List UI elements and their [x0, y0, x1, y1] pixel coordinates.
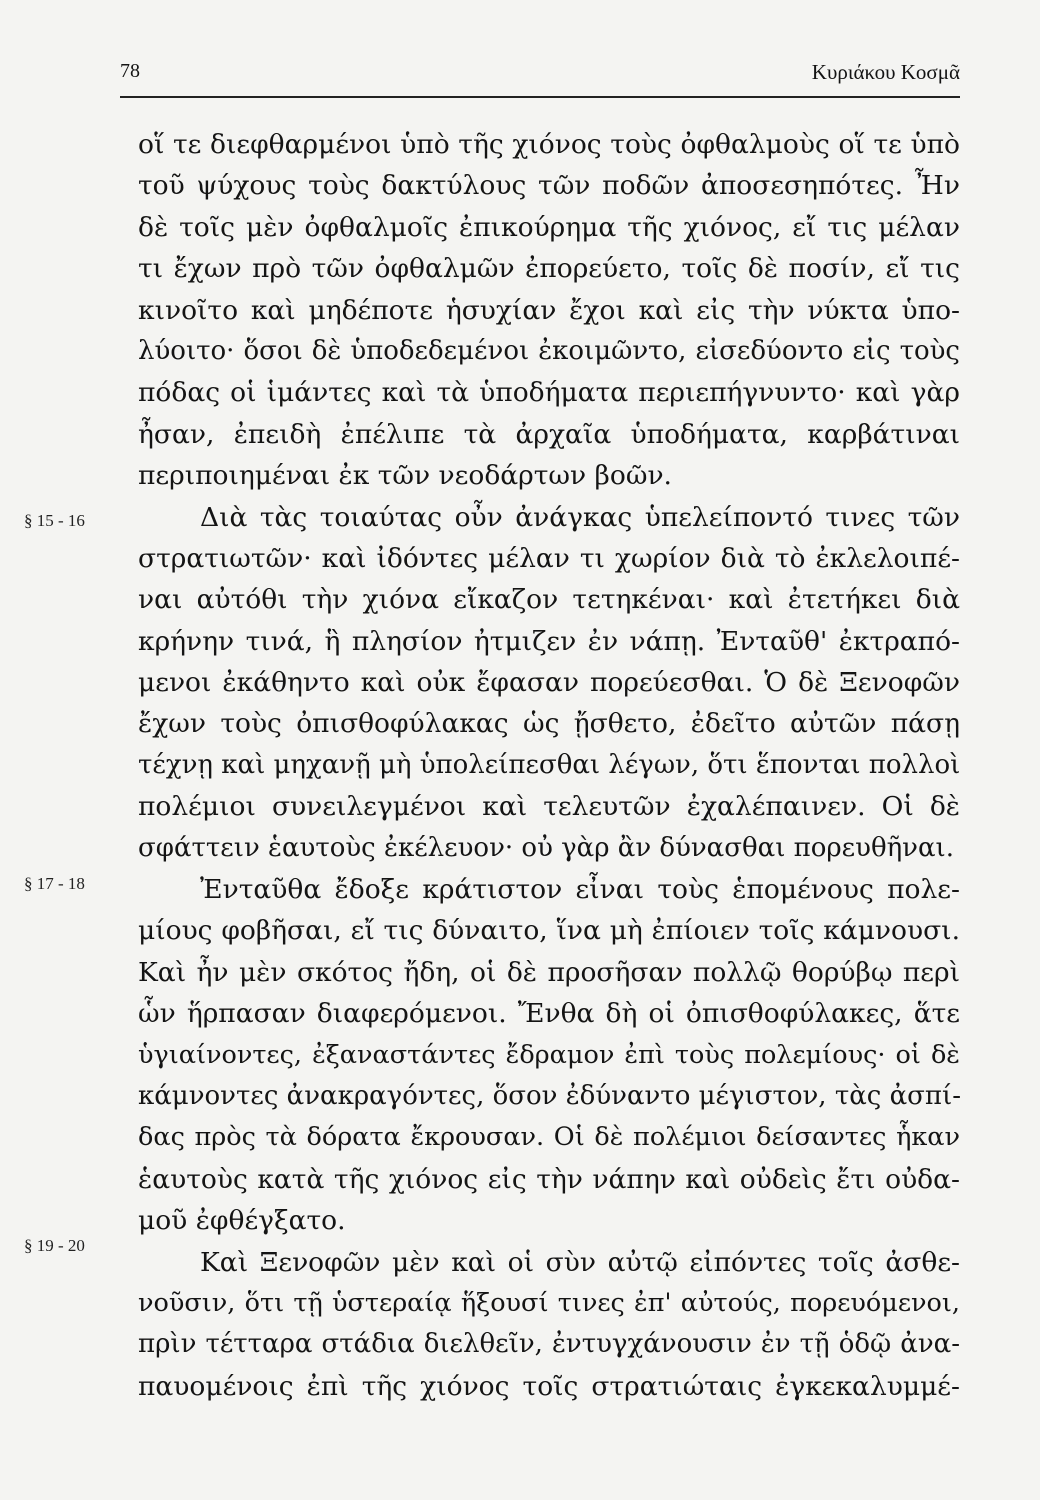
text-line: πολέμιοι συνειλεγμένοι καὶ τελευτῶν ἐχαλέπαινεν. Οἱ δὲ [138, 791, 960, 823]
text-line: λύοιτο· ὅσοι δὲ ὑποδεδεμένοι ἐκοιμῶντο, εἰσεδύοντο εἰς τοὺς [138, 335, 960, 366]
text-line: ἔχων τοὺς ὀπισθοφύλακας ὡς ᾔσθετο, ἐδεῖτο αὐτῶν πάσῃ [138, 708, 960, 740]
text-line: μοῦ ἐφθέγξατο. [138, 1205, 346, 1237]
page-header [120, 52, 960, 98]
text-line: πόδας οἱ ἱμάντες καὶ τὰ ὑποδήματα περιεπήγνυντο· καὶ γὰρ [138, 377, 960, 409]
text-line: κινοῖτο καὶ μηδέποτε ἡσυχίαν ἔχοι καὶ εἰς τὴν νύκτα ὑπο- [138, 294, 960, 326]
text-line: Ἐνταῦθα ἔδοξε κράτιστον εἶναι τοὺς ἑπομένους πολε- [200, 874, 960, 906]
text-line: τοῦ ψύχους τοὺς δακτύλους τῶν ποδῶν ἀποσεσηπότες. Ἦν [138, 170, 960, 202]
text-line: δας πρὸς τὰ δόρατα ἔκρουσαν. Οἱ δὲ πολέμιοι δείσαντες ἧκαν [138, 1122, 960, 1153]
text-line: νοῦσιν, ὅτι τῇ ὑστεραίᾳ ἥξουσί τινες ἐπ' αὐτούς, πορευόμενοι, [138, 1287, 960, 1318]
margin-note: § 17 - 18 [24, 874, 85, 893]
text-line: κρήνην τινά, ἣ πλησίον ἠτμιζεν ἐν νάπῃ. Ἐνταῦθ' ἐκτραπό- [138, 625, 960, 657]
text-line: στρατιωτῶν· καὶ ἰδόντες μέλαν τι χωρίον διὰ τὸ ἐκλελοιπέ- [138, 542, 960, 574]
text-line: σφάττειν ἑαυτοὺς ἐκέλευον· οὐ γὰρ ἂν δύνασθαι πορευθῆναι. [138, 832, 955, 863]
text-line: Διὰ τὰς τοιαύτας οὖν ἀνάγκας ὑπελείποντό τινες τῶν [200, 501, 960, 533]
text-line: ἑαυτοὺς κατὰ τῆς χιόνος εἰς τὴν νάπην καὶ οὐδεὶς ἔτι οὐδα- [138, 1163, 960, 1195]
margin-note: § 15 - 16 [24, 511, 85, 530]
text-line: Καὶ Ξενοφῶν μὲν καὶ οἱ σὺν αὐτῷ εἰπόντες τοῖς ἀσθε- [200, 1246, 960, 1278]
text-line: ὑγιαίνοντες, ἐξαναστάντες ἔδραμον ἐπὶ τοὺς πολεμίους· οἱ δὲ [138, 1039, 960, 1070]
text-line: ναι αὐτόθι τὴν χιόνα εἴκαζον τετηκέναι· καὶ ἐτετήκει διὰ [138, 584, 960, 616]
text-line: ἦσαν, ἐπειδὴ ἐπέλιπε τὰ ἀρχαῖα ὑποδήματα, καρβάτιναι [138, 418, 960, 450]
text-line: Καὶ ἦν μὲν σκότος ἤδη, οἱ δὲ προσῆσαν πολλῷ θορύβῳ περὶ [138, 956, 960, 988]
page-number: 78 [120, 60, 140, 82]
text-body [138, 124, 960, 1407]
text-line: κάμνοντες ἀνακραγόντες, ὅσον ἐδύναντο μέγιστον, τὰς ἀσπί- [138, 1080, 961, 1111]
text-line: ὧν ἥρπασαν διαφερόμενοι. Ἔνθα δὴ οἱ ὀπισθοφύλακες, ἅτε [138, 998, 960, 1030]
text-line: πρὶν τέτταρα στάδια διελθεῖν, ἐντυγχάνουσιν ἐν τῇ ὁδῷ ἀνα- [138, 1329, 960, 1360]
text-line: μενοι ἐκάθηντο καὶ οὐκ ἔφασαν πορεύεσθαι. Ὁ δὲ Ξενοφῶν [138, 667, 960, 699]
text-line: παυομένοις ἐπὶ τῆς χιόνος τοῖς στρατιώταις ἐγκεκαλυμμέ- [138, 1370, 960, 1402]
text-line: οἵ τε διεφθαρμένοι ὑπὸ τῆς χιόνος τοὺς ὀφθαλμοὺς οἵ τε ὑπὸ [138, 129, 960, 160]
text-line: δὲ τοῖς μὲν ὀφθαλμοῖς ἐπικούρημα τῆς χιόνος, εἴ τις μέλαν [138, 211, 960, 243]
text-line: τέχνῃ καὶ μηχανῇ μὴ ὑπολείπεσθαι λέγων, ὅτι ἕπονται πολλοὶ [138, 749, 961, 780]
margin-note: § 19 - 20 [24, 1236, 85, 1255]
text-line: μίους φοβῆσαι, εἴ τις δύναιτο, ἵνα μὴ ἐπίοιεν τοῖς κάμνουσι. [138, 915, 960, 947]
text-line: περιποιημέναι ἐκ τῶν νεοδάρτων βοῶν. [138, 460, 672, 492]
text-line: τι ἔχων πρὸ τῶν ὀφθαλμῶν ἐπορεύετο, τοῖς δὲ ποσίν, εἴ τις [138, 253, 960, 285]
running-title: Κυριάκου Κοσμᾶ [811, 60, 960, 84]
